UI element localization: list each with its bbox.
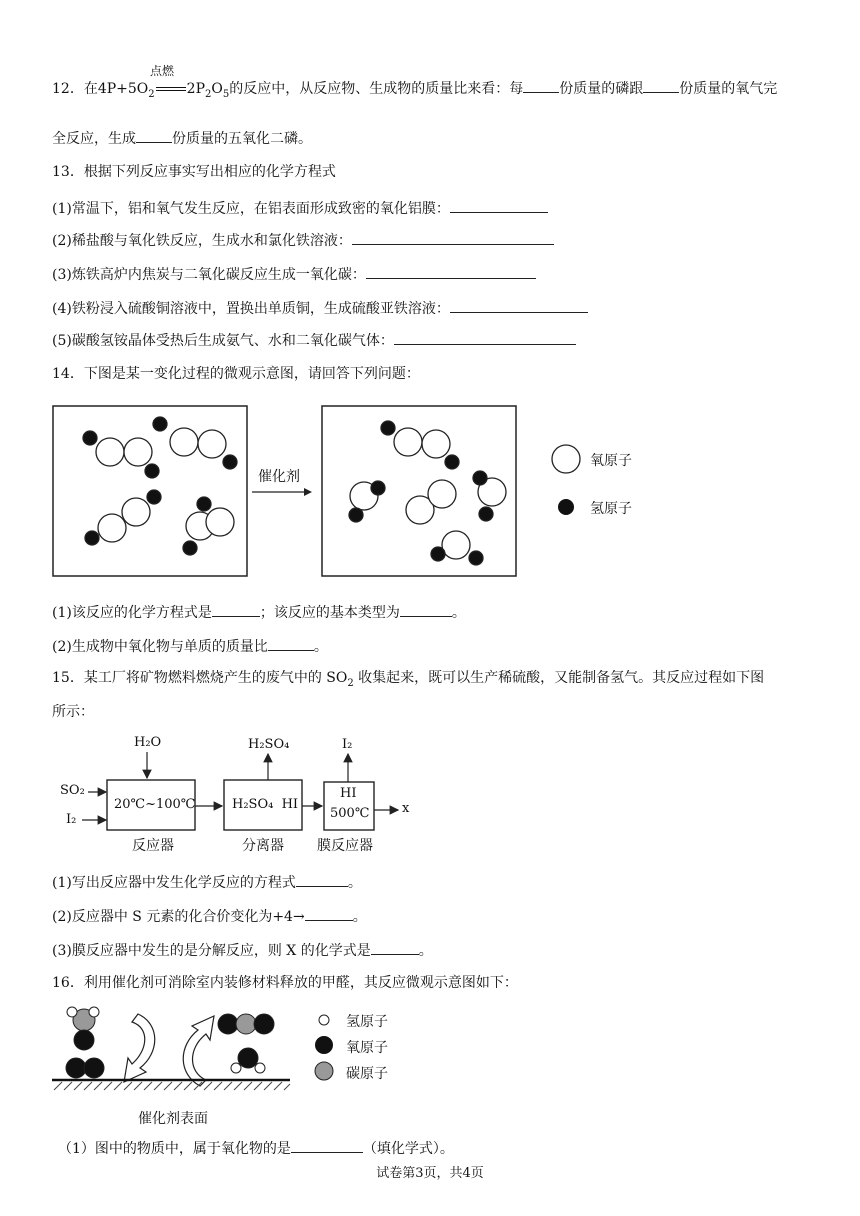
q12-line2b: 份质量的五氧化二磷。 xyxy=(172,131,312,147)
q14-blank-3[interactable] xyxy=(268,636,314,651)
q15-sub2 xyxy=(52,906,367,927)
q12-text3: 份质量的氧气完 xyxy=(679,81,778,97)
q14-sub2 xyxy=(52,636,328,657)
q13-blank-2[interactable] xyxy=(352,230,554,245)
q14-sub1-text-a: (1)该反应的化学方程式是 xyxy=(52,605,212,621)
q14-sub1-text-c: 。 xyxy=(451,605,466,621)
q16-co2-molecule xyxy=(218,1014,274,1034)
q16-legend-hydrogen-label: 氢原子 xyxy=(346,1014,388,1030)
q13-item-4-text: (4)铁粉浸入硫酸铜溶液中，置换出单质铜，生成硫酸亚铁溶液： xyxy=(52,301,450,317)
q14-legend-oxygen-label: 氧原子 xyxy=(590,453,632,469)
q16-legend-hydrogen-atom xyxy=(319,1015,329,1025)
q14-legend-hydrogen-atom xyxy=(558,499,574,515)
q12-sub-p: 2 xyxy=(204,88,212,100)
flow-so2: SO₂ xyxy=(60,783,85,798)
reactor-text: 20℃~100℃ xyxy=(114,797,196,812)
q16-curved-arrow-up xyxy=(183,1016,214,1086)
catalyst-surface-hatch xyxy=(54,1082,290,1090)
q12-eq-arrow xyxy=(156,87,186,91)
q14-legend-oxygen-atom xyxy=(552,445,580,473)
q14-sub1-text-b: ；该反应的基本类型为 xyxy=(259,605,400,621)
q13-blank-3[interactable] xyxy=(366,264,536,279)
flow-i2-in: I₂ xyxy=(66,812,77,827)
q15-sub2-text-b: 。 xyxy=(352,909,367,925)
q12-condition: 点燃 xyxy=(150,64,175,78)
q15-title-line2: 所示： xyxy=(52,704,94,720)
q16-o2-molecule xyxy=(66,1058,104,1078)
q14-sub2-text-b: 。 xyxy=(313,639,328,655)
q14-legend-hydrogen-label: 氢原子 xyxy=(590,501,632,517)
q12-text1: 的反应中，从反应物、生成物的质量比来看：每 xyxy=(229,81,524,97)
q12-eq-left: 4P+5O xyxy=(97,81,149,97)
q12-sub-o: 5 xyxy=(222,88,230,100)
q15-sub1 xyxy=(52,872,362,893)
q14-blank-1[interactable] xyxy=(212,602,260,617)
q12-sub: 2 xyxy=(148,88,155,100)
page-footer: 试卷第3页，共4页 xyxy=(376,1166,484,1181)
q16-legend-carbon-atom xyxy=(315,1062,333,1080)
q14-arrow-label: 催化剂 xyxy=(258,469,300,485)
q16-title: 16．利用催化剂可消除室内装修材料释放的甲醛，其反应微观示意图如下： xyxy=(52,975,518,991)
q14-arrow-head xyxy=(304,488,312,496)
q15-blank-1[interactable] xyxy=(296,872,348,887)
q12-blank-3[interactable] xyxy=(136,128,172,143)
q15-sub1-text-a: (1)写出反应器中发生化学反应的方程式 xyxy=(52,875,296,891)
flow-i2-out: I₂ xyxy=(342,737,353,752)
q13-item-1-text: (1)常温下，铝和氧气发生反应，在铝表面形成致密的氧化铝膜： xyxy=(52,201,450,217)
q13-item-4 xyxy=(52,298,588,319)
q15-title-sub: 2 xyxy=(347,677,354,689)
q13-item-5 xyxy=(52,330,576,351)
q15-title-b: 收集起来，既可以生产稀硫酸，又能制备氢气。其反应过程如下图 xyxy=(353,670,765,686)
reactor-label: 反应器 xyxy=(132,838,174,854)
q15-blank-3[interactable] xyxy=(371,940,419,955)
q13-item-3-text: (3)炼铁高炉内焦炭与二氧化碳反应生成一氧化碳： xyxy=(52,267,366,283)
q12-eq-right: 2P xyxy=(186,81,205,97)
q15-sub1-text-b: 。 xyxy=(347,875,362,891)
q12-line2a: 全反应，生成 xyxy=(52,131,136,147)
q12-text2: 份质量的磷跟 xyxy=(559,81,644,97)
q16-blank-1[interactable] xyxy=(291,1138,363,1153)
q16-legend-oxygen-label: 氧原子 xyxy=(346,1040,388,1056)
q13-item-2 xyxy=(52,230,554,251)
flow-h2so4-out: H₂SO₄ xyxy=(248,737,290,752)
q15-sub3 xyxy=(52,940,433,961)
q12-o: O xyxy=(211,81,223,97)
q14-micro-diagram xyxy=(52,400,652,582)
separator-label: 分离器 xyxy=(242,838,284,854)
q12-blank-1[interactable] xyxy=(523,78,559,93)
q16-legend-carbon-label: 碳原子 xyxy=(346,1066,388,1082)
q13-item-3 xyxy=(52,264,536,285)
q16-curved-arrow-down xyxy=(124,1014,155,1082)
q15-sub2-text-a: (2)反应器中 S 元素的化合价变化为+4→ xyxy=(52,909,305,925)
q13-item-5-text: (5)碳酸氢铵晶体受热后生成氨气、水和二氧化碳气体： xyxy=(52,333,394,349)
membrane-text-2: 500℃ xyxy=(330,806,370,821)
q16-sub1-text-a: （1）图中的物质中，属于氧化物的是 xyxy=(58,1141,291,1157)
q13-title: 13．根据下列反应事实写出相应的化学方程式 xyxy=(52,164,336,180)
q15-blank-2[interactable] xyxy=(305,906,353,921)
q13-blank-4[interactable] xyxy=(450,298,588,313)
q13-blank-1[interactable] xyxy=(450,198,548,213)
separator-text: H₂SO₄ HI xyxy=(232,797,299,812)
membrane-label: 膜反应器 xyxy=(317,838,373,854)
q14-sub2-text-a: (2)生成物中氧化物与单质的质量比 xyxy=(52,639,268,655)
q13-blank-5[interactable] xyxy=(394,330,576,345)
q12-line2 xyxy=(52,128,312,149)
q15-title-a: 15．某工厂将矿物燃料燃烧产生的废气中的 SO xyxy=(52,670,348,686)
q12-line1 xyxy=(52,78,777,105)
catalyst-surface-label: 催化剂表面 xyxy=(138,1111,208,1127)
q15-sub3-text-b: 。 xyxy=(418,943,433,959)
membrane-text-1: HI xyxy=(340,786,357,801)
q15-title-line1 xyxy=(52,668,764,694)
q16-h2o-molecule xyxy=(231,1048,265,1073)
q12-number: 12．在 xyxy=(52,81,98,97)
q14-blank-2[interactable] xyxy=(400,602,452,617)
flow-h2o: H₂O xyxy=(134,735,162,750)
q13-item-2-text: (2)稀盐酸与氧化铁反应，生成水和氯化铁溶液： xyxy=(52,233,352,249)
q13-item-1 xyxy=(52,198,548,219)
q16-sub1-text-b: （填化学式）。 xyxy=(362,1141,454,1157)
flow-x-out: x xyxy=(402,801,410,816)
q12-blank-2[interactable] xyxy=(643,78,679,93)
q16-sub1 xyxy=(58,1138,454,1159)
q14-sub1 xyxy=(52,602,466,623)
q15-sub3-text-a: (3)膜反应器中发生的是分解反应，则 X 的化学式是 xyxy=(52,943,371,959)
q16-formaldehyde-molecule xyxy=(67,1007,99,1050)
q16-legend-oxygen-atom xyxy=(315,1036,333,1054)
q14-title: 14．下图是某一变化过程的微观示意图，请回答下列问题： xyxy=(52,366,420,382)
